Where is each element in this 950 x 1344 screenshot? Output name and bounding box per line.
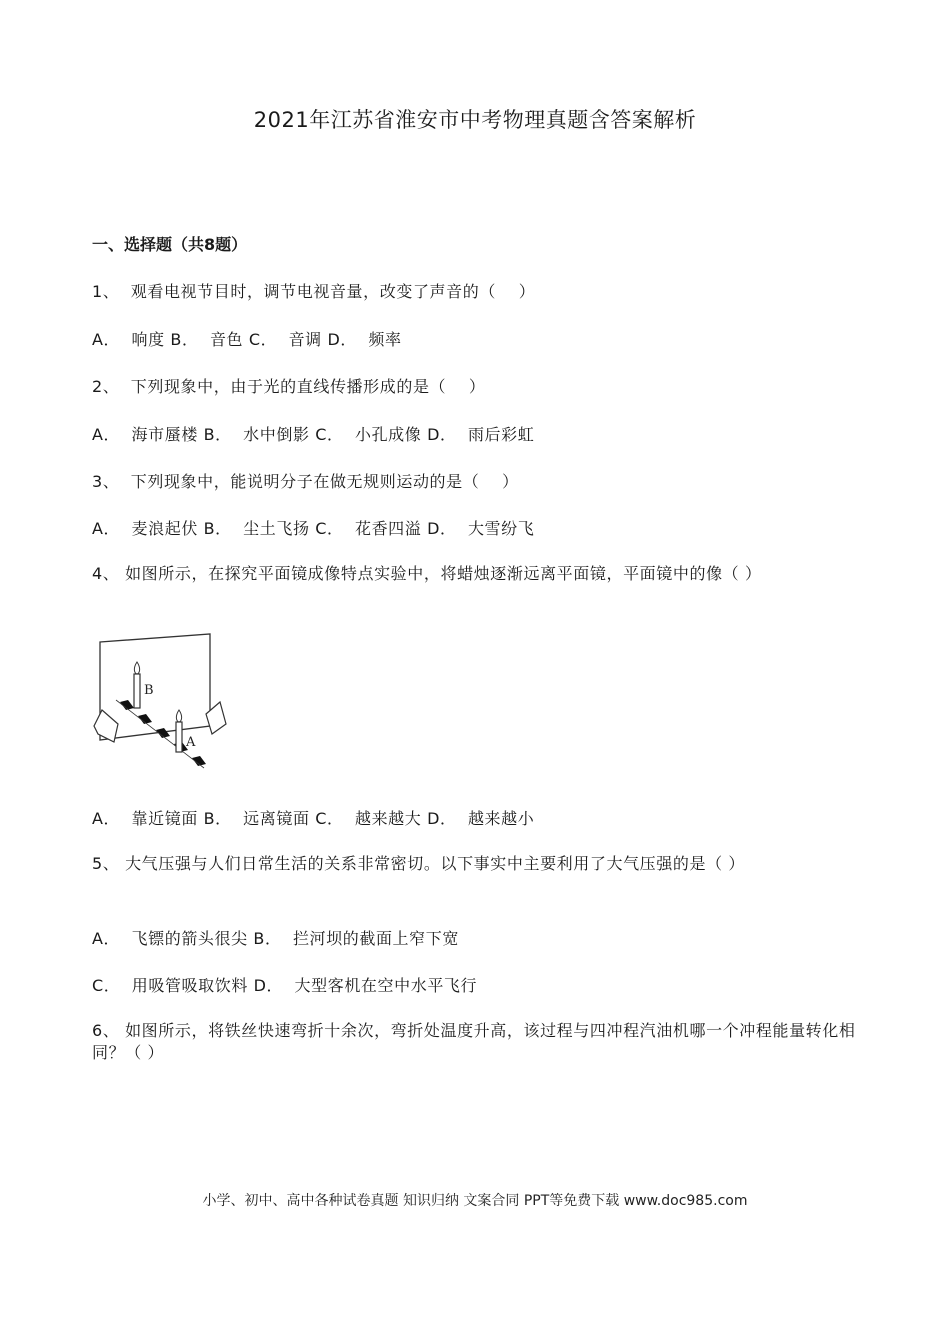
question-5-options-row-2: C． 用吸管吸取饮料 D． 大型客机在空中水平飞行 [92,976,478,995]
question-5-options-row-1: A． 飞镖的箭头很尖 B． 拦河坝的截面上窄下宽 [92,929,459,948]
section-heading: 一、选择题（共8题） [92,235,248,254]
document-title: 2021年江苏省淮安市中考物理真题含答案解析 [253,108,697,132]
question-1-options: A． 响度 B． 音色 C． 音调 D． 频率 [92,330,402,349]
mirror-candle-diagram [88,630,238,776]
question-6-stem: 6、 如图所示，将铁丝快速弯折十余次，弯折处温度升高，该过程与四冲程汽油机哪一个冲程能量转化相同？（ ） [92,1021,856,1062]
footer-text: 小学、初中、高中各种试卷真题 知识归纳 文案合同 PPT等免费下载 www.doc985.com [202,1193,748,1209]
candle-b-label: B [144,683,154,698]
question-2-stem: 2、 下列现象中，由于光的直线传播形成的是（ ） [92,377,486,396]
candle-a-label: A [186,735,196,750]
question-5-stem: 5、 大气压强与人们日常生活的关系非常密切。以下事实中主要利用了大气压强的是（ ） [92,854,745,873]
question-3-stem: 3、 下列现象中，能说明分子在做无规则运动的是（ ） [92,472,519,491]
question-4-options: A． 靠近镜面 B． 远离镜面 C． 越来越大 D． 越来越小 [92,809,535,828]
plane-mirror-figure [88,630,238,780]
question-1-stem: 1、 观看电视节目时，调节电视音量，改变了声音的（ ） [92,282,536,301]
question-4-stem: 4、 如图所示，在探究平面镜成像特点实验中，将蜡烛逐渐远离平面镜，平面镜中的像（ ） [92,564,762,583]
question-2-options: A． 海市蜃楼 B． 水中倒影 C． 小孔成像 D． 雨后彩虹 [92,425,535,444]
question-3-options: A． 麦浪起伏 B． 尘土飞扬 C． 花香四溢 D． 大雪纷飞 [92,519,535,538]
